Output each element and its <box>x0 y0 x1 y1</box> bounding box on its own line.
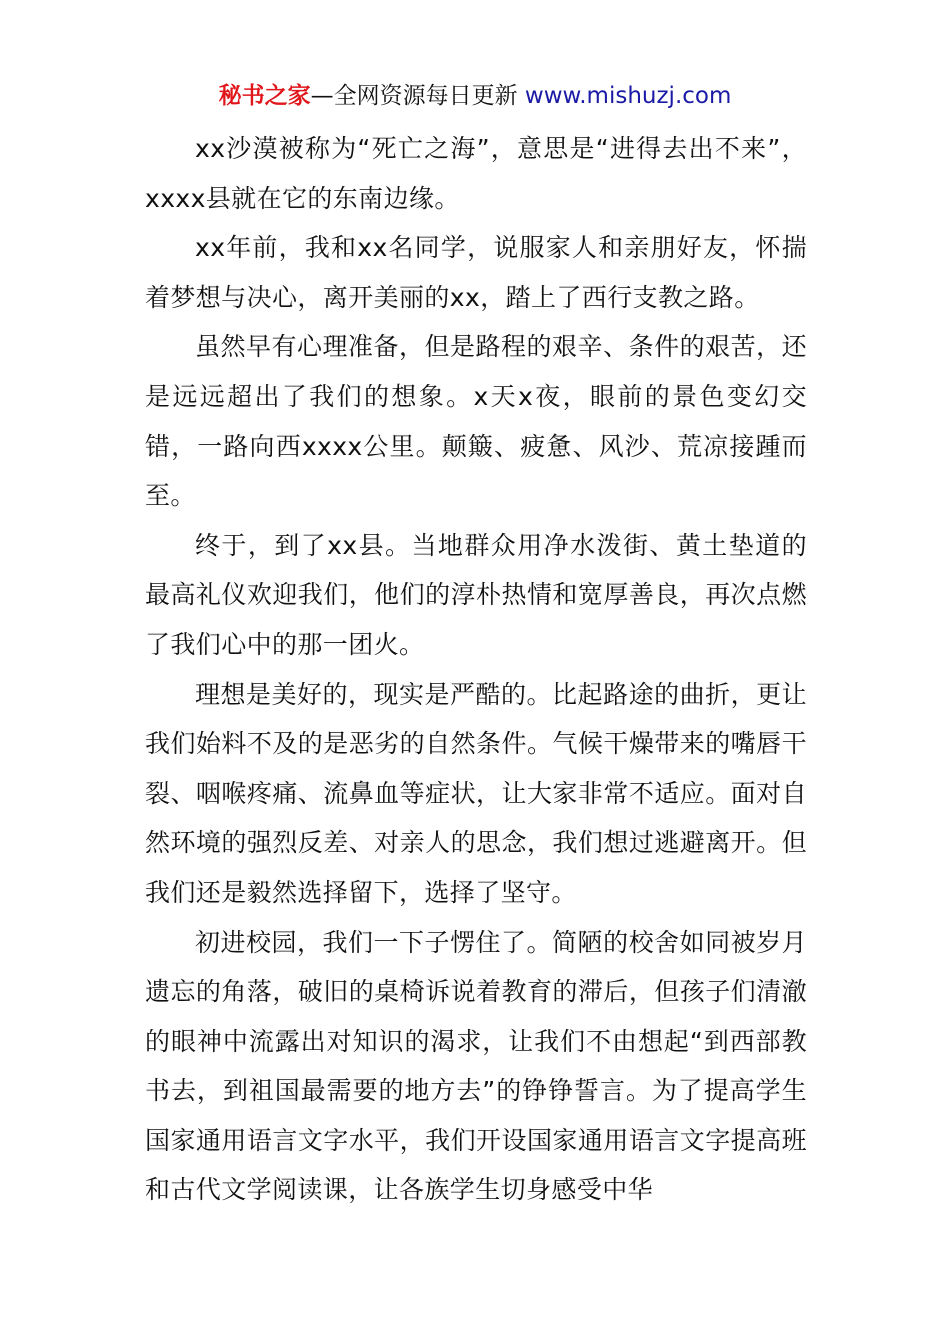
site-url-link[interactable]: www.mishuzj.com <box>524 83 732 109</box>
paragraph: 理想是美好的，现实是严酷的。比起路途的曲折，更让我们始料不及的是恶劣的自然条件。气候干燥带来的嘴唇干裂、咽喉疼痛、流鼻血等症状，让大家非常不适应。面对自然环境的强烈反差、对亲人的思念，我们想过逃避离开。但我们还是毅然选择留下，选择了坚守。 <box>145 679 807 907</box>
paragraph: 初进校园，我们一下子愣住了。简陋的校舍如同被岁月遗忘的角落，破旧的桌椅诉说着教育的滞后，但孩子们清澈的眼神中流露出对知识的渴求，让我们不由想起“到西部教书去，到祖国最需要的地方去”的铮铮誓言。为了提高学生国家通用语言文字水平，我们开设国家通用语言文字提高班和古代文学阅读课，让各族学生切身感受中华 <box>145 927 807 1205</box>
paragraph: 终于，到了xx县。当地群众用净水泼街、黄土垫道的最高礼仪欢迎我们，他们的淳朴热情和宽厚善良，再次点燃了我们心中的那一团火。 <box>145 530 807 659</box>
page-header <box>0 80 950 112</box>
paragraph: xx沙漠被称为“死亡之海”，意思是“进得去出不来”，xxxx县就在它的东南边缘。 <box>145 134 807 213</box>
brand-name: 秘书之家 <box>218 83 311 109</box>
paragraph: 虽然早有心理准备，但是路程的艰辛、条件的艰苦，还是远远超出了我们的想象。x天x夜，眼前的景色变幻交错，一路向西xxxx公里。颠簸、疲惫、风沙、荒凉接踵而至。 <box>145 332 807 511</box>
document-body <box>145 124 807 1215</box>
header-subtitle: —全网资源每日更新 <box>310 83 525 109</box>
paragraph: xx年前，我和xx名同学，说服家人和亲朋好友，怀揣着梦想与决心，离开美丽的xx，踏上了西行支教之路。 <box>145 233 807 312</box>
